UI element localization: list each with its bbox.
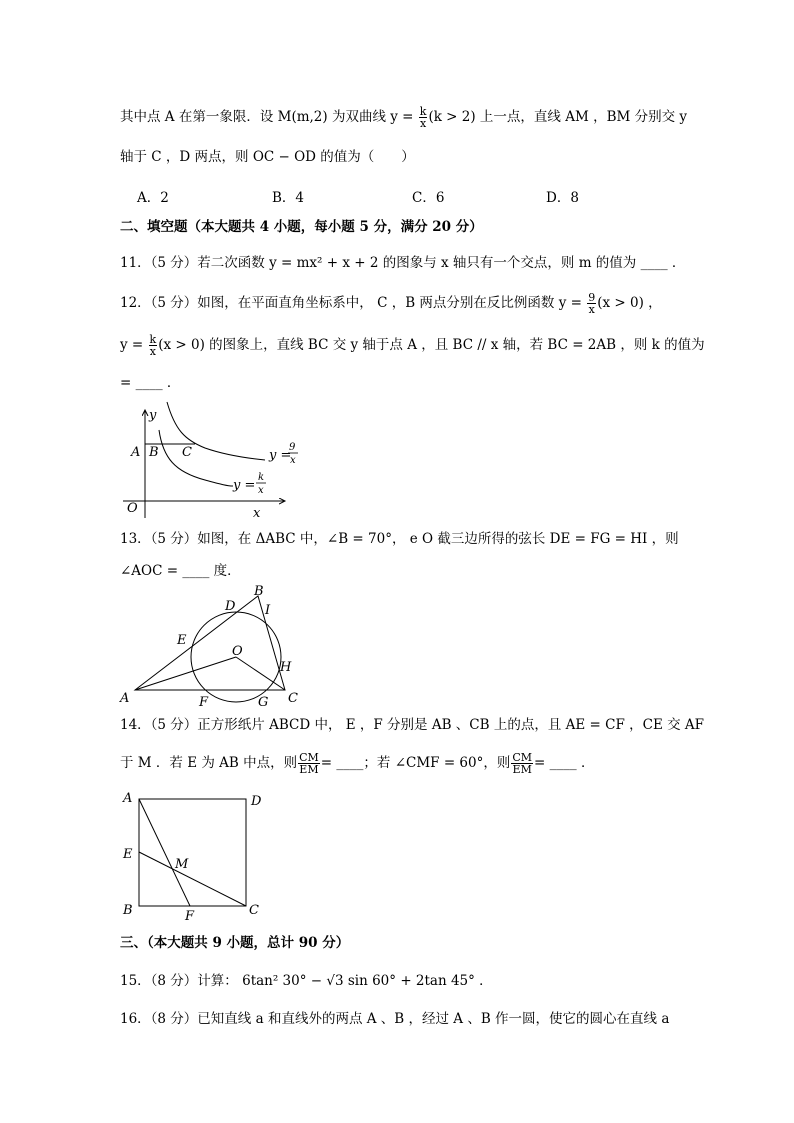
q12-line1: 12．（5 分）如图，在平面直角坐标系中， C ，B 两点分别在反比例函数 y = $\frac{9}{x}$ (x > 0) ， [120, 291, 662, 316]
segment-ao [135, 657, 236, 690]
section3-title: 三、（本大题共 9 小题，总计 90 分） [120, 935, 350, 951]
square-abcd [139, 799, 246, 906]
label-d: D [225, 599, 236, 614]
label-f: F [185, 909, 195, 924]
label-g: G [258, 695, 269, 710]
q14-line2: 于 M ．若 E 为 AB 中点，则 $\frac{CM}{EM}$ = ____；若 ∠CMF = 60°，则 $\frac{CM}{EM}$ = ____ ． [120, 751, 595, 776]
label-b: B [123, 903, 133, 918]
q13-line2: ∠AOC = ____ 度． [120, 563, 241, 579]
q12-line2: y = $\frac{k}{x}$ (x > 0) 的图象上，直线 BC 交 y 轴于点 A ，且 BC // x 轴，若 BC = 2AB ，则 k 的值为 [120, 333, 705, 358]
curve-k-over-x [159, 430, 233, 486]
label-o: O [232, 644, 243, 659]
curve1-num: 9 [289, 442, 296, 453]
label-a: A [123, 791, 133, 806]
label-y: y [149, 408, 157, 423]
label-d: D [251, 794, 262, 809]
label-m: M [175, 857, 189, 872]
label-x: x [253, 506, 261, 520]
label-f: F [199, 695, 209, 710]
q12-figure [115, 400, 315, 520]
q10-fraction: $\frac{k}{x}$ [419, 105, 427, 130]
choice-a: A．2 [137, 190, 169, 206]
q14-line1: 14．（5 分）正方形纸片 ABCD 中， E ，F 分别是 AB 、CB 上的点，且 AE = CF ，CE 交 AF [120, 717, 705, 733]
segment-ec [139, 852, 246, 906]
q14-figure [118, 786, 278, 926]
choice-c: C．6 [412, 190, 445, 206]
q16-text: 16．（8 分）已知直线 a 和直线外的两点 A 、B ，经过 A 、B 作一圆，使它的圆心在直线 a [120, 1011, 670, 1027]
q10-line2: 轴于 C ，D 两点，则 OC − OD 的值为（ ） [120, 149, 415, 165]
label-h: H [280, 660, 292, 675]
label-c: C [249, 903, 259, 918]
choice-b: B．4 [272, 190, 305, 206]
triangle-abc [135, 596, 285, 690]
q13-figure [115, 582, 315, 712]
curve2-num: k [258, 472, 265, 483]
q12-line3: = ____ ． [120, 375, 181, 391]
label-c: C [288, 691, 298, 706]
label-o: O [127, 501, 138, 516]
label-a: A [120, 691, 130, 706]
label-e: E [123, 847, 133, 862]
label-b: B [149, 445, 159, 460]
curve2-den: x [258, 485, 264, 496]
label-a: A [131, 445, 141, 460]
q13-line1: 13．（5 分）如图，在 ΔABC 中，∠B = 70°， e O 截三边所得的弦长 DE = FG = HI ，则 [120, 531, 679, 547]
q11-text: 11．（5 分）若二次函数 y = mx² + x + 2 的图象与 x 轴只有一个交点，则 m 的值为 ____ ． [120, 255, 686, 271]
choice-d: D．8 [546, 190, 579, 206]
q10-line1: 其中点 A 在第一象限．设 M(m,2) 为双曲线 y = $\frac{k}{x}$ (k > 2) 上一点，直线 AM ，BM 分别交 y [120, 105, 688, 130]
segment-af [139, 799, 190, 906]
label-c: C [182, 445, 192, 460]
q15-text: 15．（8 分）计算： 6tan² 30° − √3 sin 60° + 2tan 45° ． [120, 973, 493, 989]
section2-title: 二、填空题（本大题共 4 小题，每小题 5 分，满分 20 分） [120, 219, 483, 235]
label-i: I [265, 603, 271, 618]
label-curve2: y = [233, 478, 256, 493]
label-curve1: y = [269, 448, 292, 463]
label-e: E [177, 633, 187, 648]
label-b: B [254, 584, 264, 599]
curve1-den: x [290, 455, 296, 466]
